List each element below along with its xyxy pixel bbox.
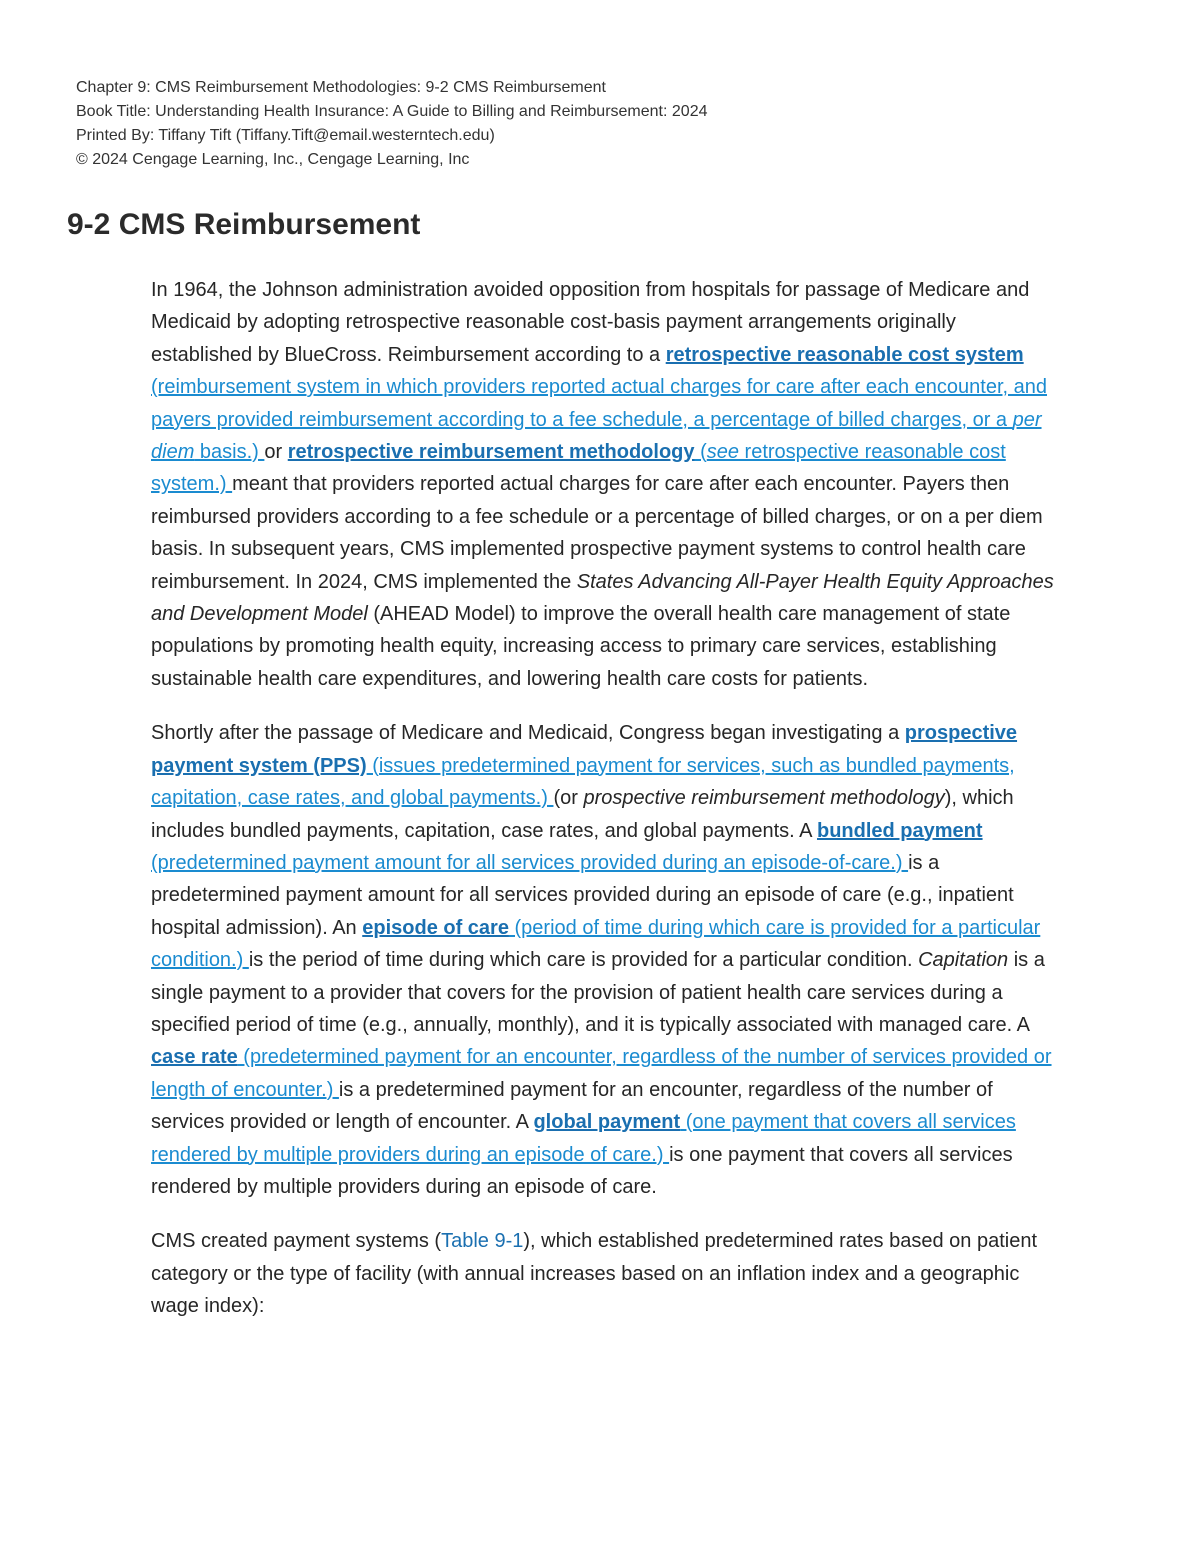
text-run: (or: [553, 787, 584, 810]
italic-term: Capitation: [918, 949, 1009, 972]
text-run: CMS created payment systems (: [151, 1230, 442, 1253]
text-run: meant that providers reported actual charges for care after each encounter. Payers then reimbursed providers according to a fee schedule or a percentage of billed charges, or on a per diem basis. In subsequent years, CMS implemented prospective payment systems to control health care reimbursement. In 2024, CMS implemented the: [151, 473, 1043, 593]
glossary-definition[interactable]: (predetermined payment amount for all services provided during an episode-of-care.): [151, 851, 909, 874]
text-run: (AHEAD Model) to improve the overall health care management of state populations by promoting health equity, increasing access to primary care services, establishing sustainable health care expenditures, and lowering health care costs for patients.: [151, 603, 1011, 690]
glossary-term-bundled-payment[interactable]: bundled payment: [816, 819, 983, 842]
paragraph-2: [151, 717, 1056, 1203]
paragraph-3: [151, 1225, 1056, 1322]
definition-text: retrospective reasonable cost system.): [151, 441, 1006, 496]
definition-text: basis.): [194, 441, 265, 464]
text-run: is the period of time during which care is provided for a particular condition.: [248, 949, 919, 972]
definition-italic: see: [706, 441, 739, 464]
glossary-term-global-payment[interactable]: global payment: [533, 1111, 681, 1134]
definition-text: (reimbursement system in which providers reported actual charges for care after each encounter, and payers provided reimbursement according to a fee schedule, a percentage of billed charges, or a: [151, 376, 1047, 431]
text-run: In 1964, the Johnson administration avoided opposition from hospitals for passage of Medicare and Medicaid by adopting retrospective reasonable cost-basis payment arrangements originally established by BlueCross. Reimbursement according to a: [151, 279, 1030, 366]
italic-model-name: States Advancing All-Payer Health Equity Approaches and Development Model: [151, 570, 1054, 626]
text-run: Shortly after the passage of Medicare and Medicaid, Congress began investigating a: [151, 722, 905, 745]
chapter-line: Chapter 9: CMS Reimbursement Methodologies: 9-2 CMS Reimbursement: [76, 79, 606, 96]
text-run: ), which established predetermined rates based on patient category or the type of facility (with annual increases based on an inflation index and a geographic wage index):: [151, 1230, 1038, 1318]
glossary-term-case-rate[interactable]: case rate: [151, 1046, 238, 1069]
glossary-definition[interactable]: (predetermined payment for an encounter, regardless of the number of services provided or length of encounter.): [151, 1046, 1052, 1101]
copyright-line: © 2024 Cengage Learning, Inc., Cengage Learning, Inc: [76, 151, 470, 168]
glossary-term-prospective-payment-system[interactable]: prospective payment system (PPS): [151, 722, 1018, 777]
text-run: is a single payment to a provider that covers for the provision of patient health care services during a specified period of time (e.g., annually, monthly), and it is typically associated with managed care. A: [151, 949, 1045, 1036]
definition-text: (: [694, 441, 707, 464]
section-body: [151, 274, 1056, 1345]
text-run: or: [264, 441, 288, 464]
paragraph-1: [151, 274, 1056, 695]
text-run: is one payment that covers all services rendered by multiple providers during an episode of care.: [151, 1143, 1013, 1198]
italic-term: prospective reimbursement methodology: [583, 787, 945, 810]
section-title: 9-2 CMS Reimbursement: [67, 208, 421, 241]
book-title-line: Book Title: Understanding Health Insurance: A Guide to Billing and Reimbursement: 2024: [76, 103, 708, 120]
glossary-definition[interactable]: (issues predetermined payment for services, such as bundled payments, capitation, case rates, and global payments.): [151, 754, 1015, 810]
glossary-term-retrospective-reimbursement-methodology[interactable]: retrospective reimbursement methodology: [287, 441, 695, 464]
glossary-definition[interactable]: (period of time during which care is provided for a particular condition.): [151, 916, 1041, 972]
print-header: [76, 76, 707, 172]
glossary-definition[interactable]: (one payment that covers all services rendered by multiple providers during an episode of care.): [151, 1111, 1016, 1166]
glossary-term-retrospective-reasonable-cost-system[interactable]: retrospective reasonable cost system: [665, 343, 1024, 366]
text-run: ), which includes bundled payments, capitation, case rates, and global payments. A: [151, 787, 1014, 842]
glossary-term-episode-of-care[interactable]: episode of care: [362, 916, 509, 939]
table-9-1-link[interactable]: Table 9-1: [441, 1230, 524, 1253]
text-run: is a predetermined payment amount for all services provided during an episode of care (e.g., inpatient hospital admission). An: [151, 851, 1014, 939]
text-run: is a predetermined payment for an encounter, regardless of the number of services provided or length of encounter. A: [151, 1078, 993, 1134]
printed-by-line: Printed By: Tiffany Tift (Tiffany.Tift@email.westerntech.edu): [76, 127, 495, 144]
definition-italic: per diem: [151, 408, 1042, 464]
